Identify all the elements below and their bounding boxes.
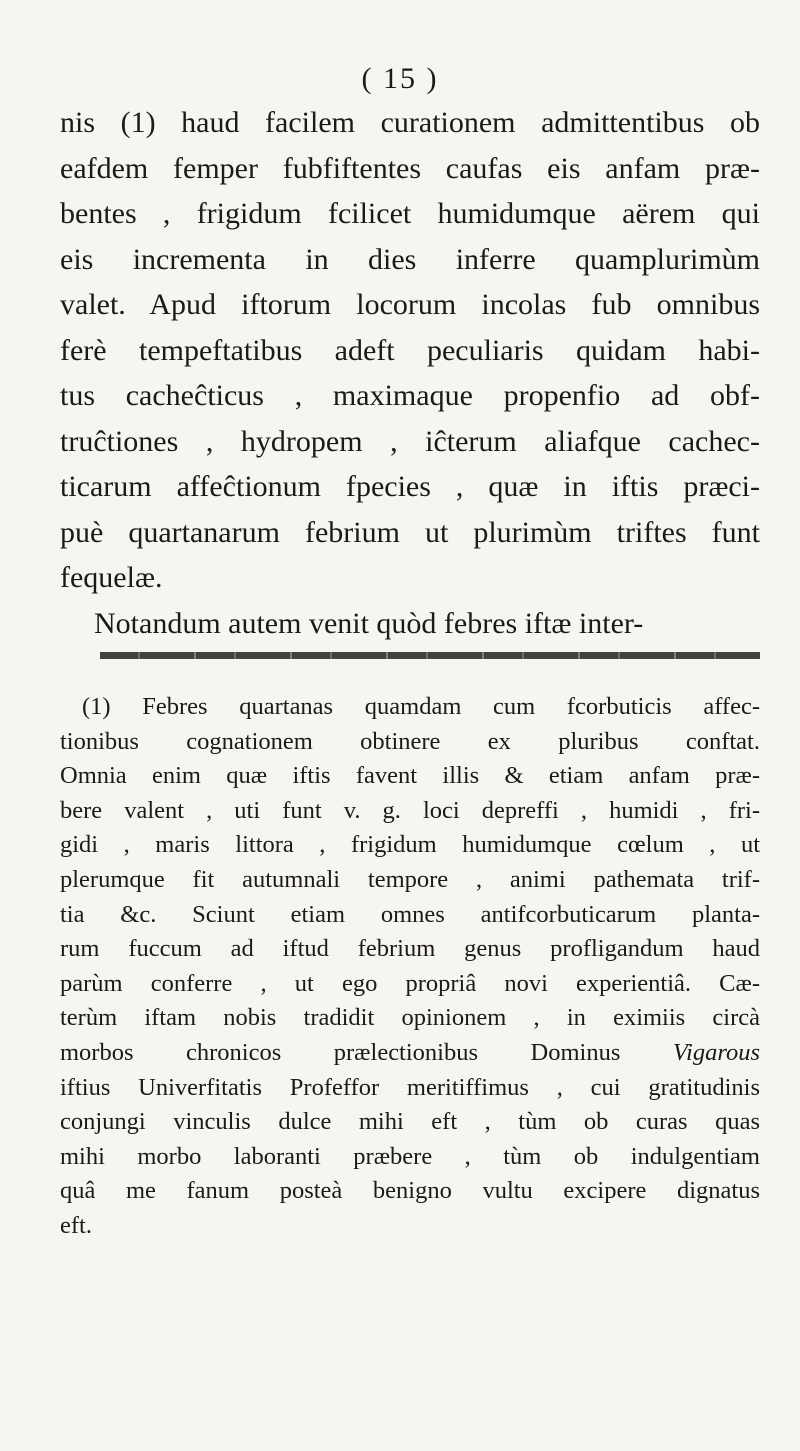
footnote-line xyxy=(60,1036,760,1071)
text-line: eis incrementa in dies inferre quamplurimùm xyxy=(60,242,760,276)
text-line: bentes , frigidum fcilicet humidumque aërem qui xyxy=(60,197,760,230)
text-line: nis (1) haud facilem curationem admittentibus ob xyxy=(60,106,760,139)
footnote-block xyxy=(60,690,760,1244)
text-line: ferè tempeftatibus adeft peculiaris quidam habi- xyxy=(60,333,760,367)
footnote-line: conjungi vinculis dulce mihi eft , tùm ob curas quas xyxy=(60,1108,760,1136)
footnote-line: plerumque fit autumnali tempore , animi pathemata trif- xyxy=(60,865,760,893)
text-line: ticarum affeĉtionum fpecies , quæ in iftis præci- xyxy=(60,470,760,503)
footnote-line: tia &c. Sciunt etiam omnes antifcorbuticarum planta- xyxy=(60,900,760,928)
footnote-line: terùm iftam nobis tradidit opinionem , in eximiis circà xyxy=(60,1004,760,1032)
footnote-author-name: Vigarous xyxy=(672,1038,761,1066)
footnote-separator-rule xyxy=(100,652,760,659)
footnote-line: quâ me fanum posteà benigno vultu excipere dignatus xyxy=(60,1177,760,1205)
text-line: Notandum autem venit quòd febres iftæ inter- xyxy=(94,606,644,640)
text-line: valet. Apud iftorum locorum incolas fub omnibus xyxy=(60,288,760,321)
page-number: ( 15 ) xyxy=(361,62,439,95)
text-line: truĉtiones , hydropem , iĉterum aliafque cachec- xyxy=(60,424,760,458)
footnote-line: parùm conferre , ut ego propriâ novi experientiâ. Cæ- xyxy=(60,969,760,997)
text-line: fequelæ. xyxy=(60,561,163,594)
footnote-line: mihi morbo laboranti præbere , tùm ob indulgentiam xyxy=(60,1142,760,1170)
footnote-line: (1) Febres quartanas quamdam cum fcorbuticis affec- xyxy=(82,693,760,720)
text-line: puè quartanarum febrium ut plurimùm triftes funt xyxy=(60,515,760,549)
footnote-line: tionibus cognationem obtinere ex pluribus conftat. xyxy=(60,727,760,755)
text-line: tus cacheĉticus , maximaque propenfio ad obf- xyxy=(60,379,760,412)
footnote-line: eft. xyxy=(60,1211,92,1239)
footnote-line: Omnia enim quæ iftis favent illis & etiam anfam præ- xyxy=(60,762,760,790)
main-text-block xyxy=(60,100,760,646)
text-line: eafdem femper fubfiftentes caufas eis anfam præ- xyxy=(60,151,760,185)
footnote-line: rum fuccum ad iftud febrium genus profligandum haud xyxy=(60,935,760,963)
footnote-line: gidi , maris littora , frigidum humidumque cœlum , ut xyxy=(60,831,760,859)
footnote-line: iftius Univerfitatis Profeffor meritiffimus , cui gratitudinis xyxy=(60,1073,760,1101)
footnote-line-text: morbos chronicos prælectionibus Dominus xyxy=(60,1038,621,1066)
footnote-line: bere valent , uti funt v. g. loci depreffi , humidi , fri- xyxy=(60,796,760,824)
